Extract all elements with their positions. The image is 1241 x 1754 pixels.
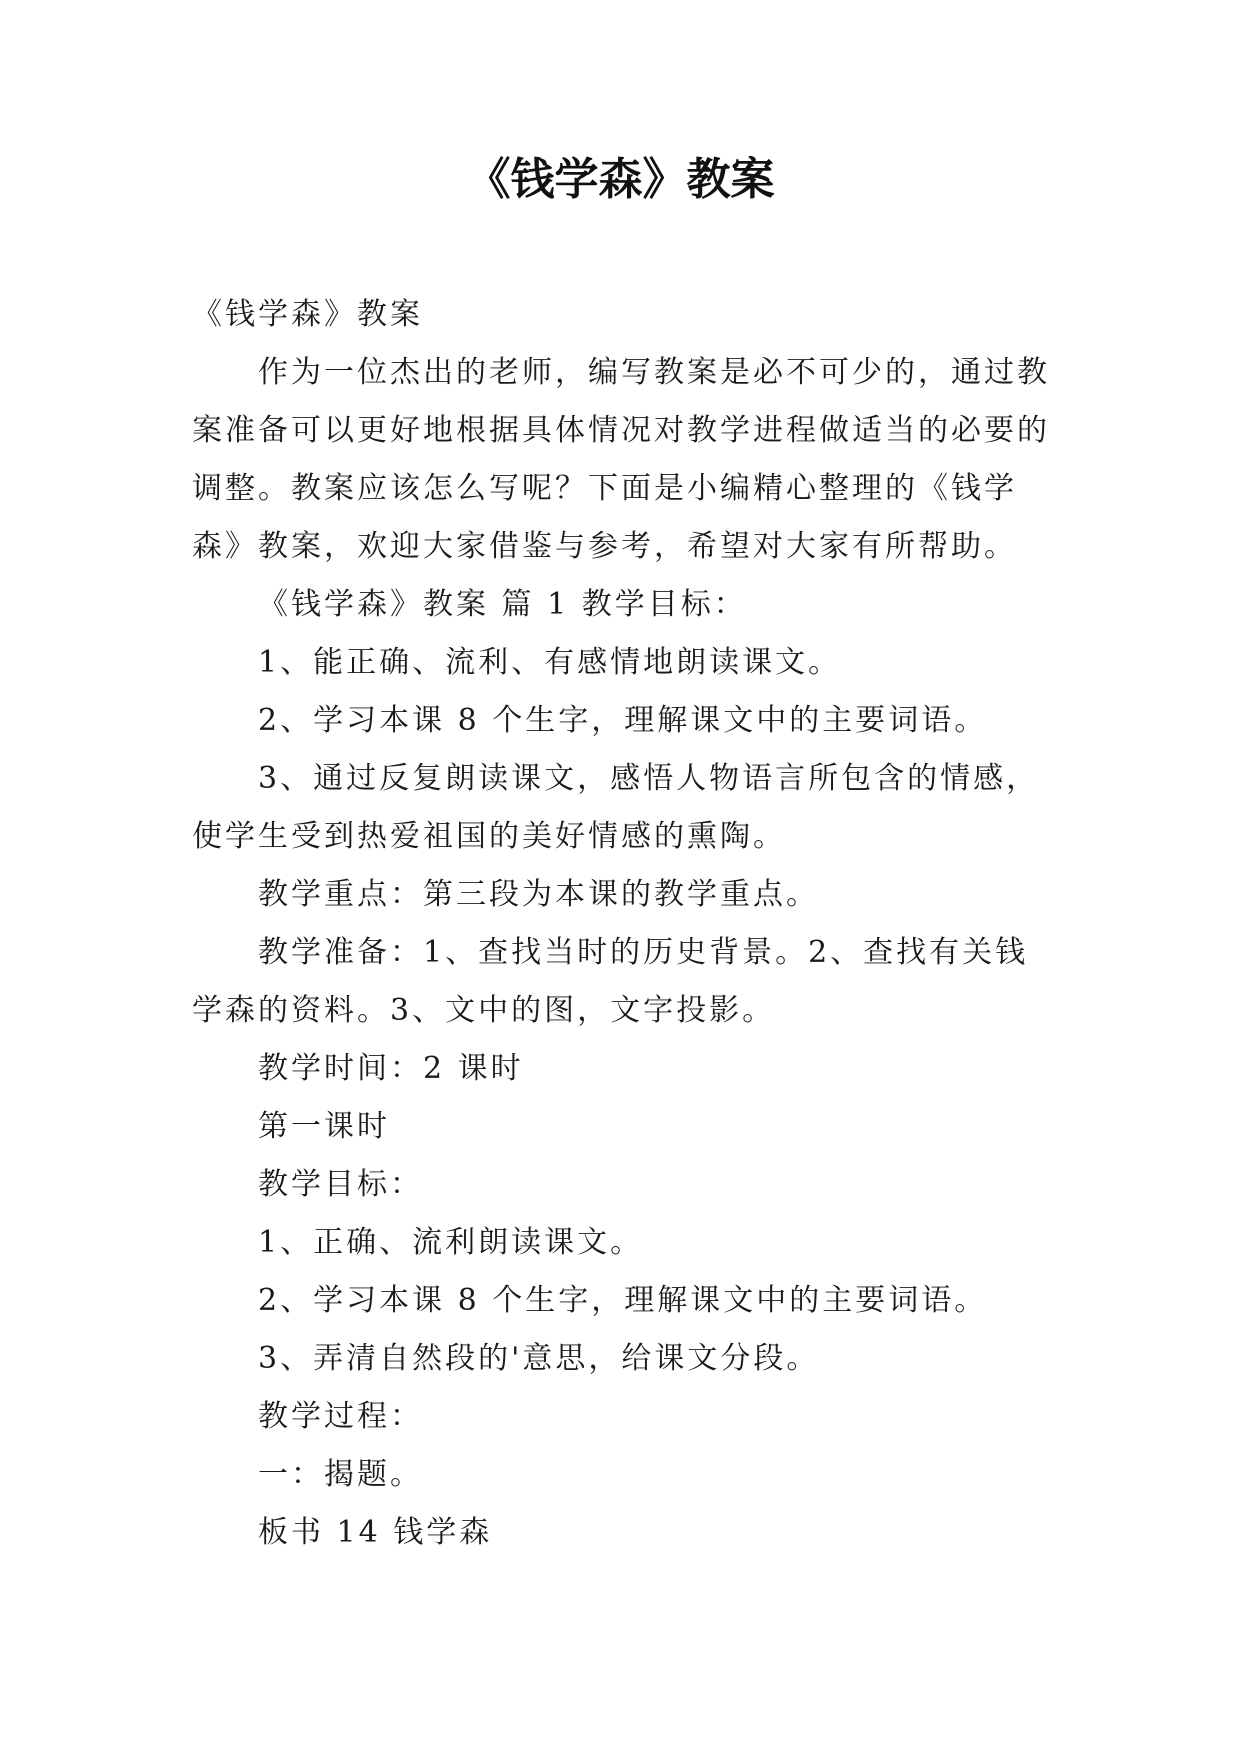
document-body	[192, 286, 1050, 1562]
document-title: 《钱学森》教案	[466, 154, 775, 205]
paragraph-goal-1: 1、能正确、流利、有感情地朗读课文。	[258, 645, 842, 680]
paragraph-process: 教学过程：	[258, 1399, 423, 1434]
paragraph-goal-3: 3、通过反复朗读课文，感悟人物语言所包含的情感，使学生受到热爱祖国的美好情感的熏陶。	[192, 761, 1040, 854]
paragraph-heading: 《钱学森》教案	[192, 297, 423, 332]
paragraph-lesson-goals: 教学目标：	[258, 1167, 423, 1202]
paragraph-board: 板书 14 钱学森	[258, 1515, 493, 1550]
paragraph-section-1: 《钱学森》教案 篇 1 教学目标：	[258, 587, 747, 622]
paragraph-intro: 作为一位杰出的老师，编写教案是必不可少的，通过教案准备可以更好地根据具体情况对教学进程做适当的必要的调整。教案应该怎么写呢？下面是小编精心整理的《钱学森》教案，欢迎大家借鉴与参考，希望对大家有所帮助。	[192, 355, 1050, 564]
paragraph-first-lesson: 第一课时	[258, 1109, 390, 1144]
paragraph-lesson-goal-2: 2、学习本课 8 个生字，理解课文中的主要词语。	[258, 1283, 988, 1318]
paragraph-step-1: 一：揭题。	[258, 1457, 423, 1492]
paragraph-goal-2: 2、学习本课 8 个生字，理解课文中的主要词语。	[258, 703, 988, 738]
paragraph-preparation: 教学准备：1、查找当时的历史背景。2、查找有关钱学森的资料。3、文中的图，文字投影。	[192, 935, 1029, 1028]
paragraph-time: 教学时间：2 课时	[258, 1051, 524, 1086]
paragraph-lesson-goal-1: 1、正确、流利朗读课文。	[258, 1225, 644, 1260]
paragraph-lesson-goal-3: 3、弄清自然段的'意思，给课文分段。	[258, 1341, 820, 1376]
paragraph-key-point: 教学重点：第三段为本课的教学重点。	[258, 877, 819, 912]
